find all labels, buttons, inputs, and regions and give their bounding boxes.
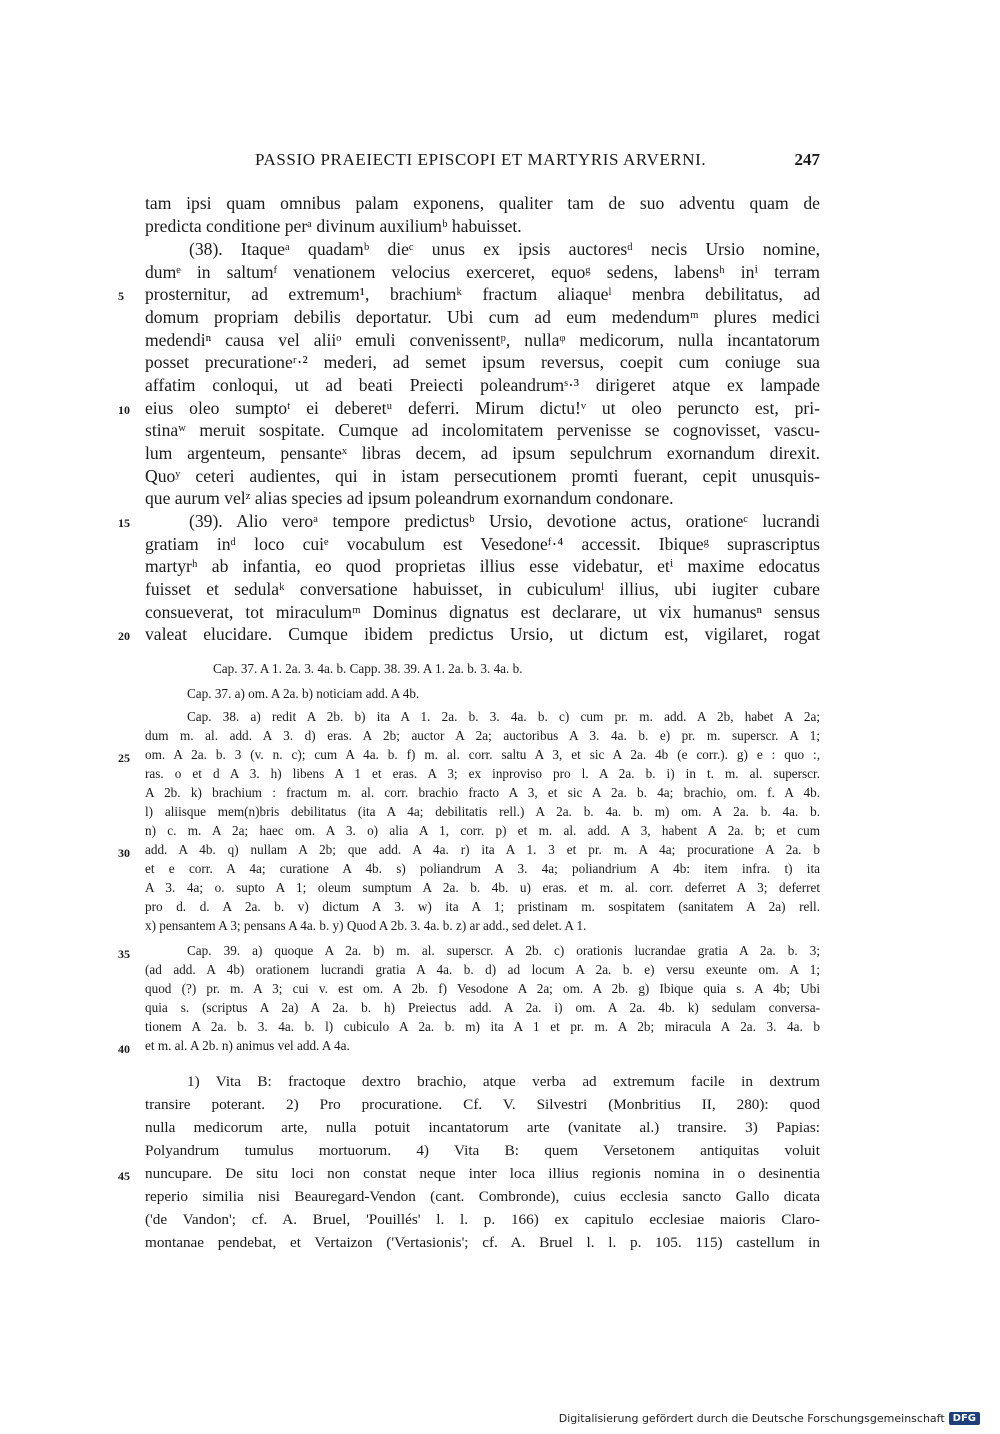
line-number: 20: [118, 629, 130, 643]
apparatus-line: Cap. 38. a) redit A 2b. b) ita A 1. 2a. b. 3. 4a. b. c) cum pr. m. add. A 2b, habet A 2a;: [187, 709, 820, 724]
text-line: eius oleo sumptoᵗ ei deberetᵘ deferri. Mirum dictu!ᵛ ut oleo peruncto est, pri-: [145, 398, 820, 418]
footnote-line: nulla medicorum arte, nulla potuit incantatorum arte (vanitate al.) transire. 3) Papias:: [145, 1119, 820, 1136]
text-line: medendiⁿ causa vel aliiᵒ emuli convenissentᵖ, nullaᵠ medicorum, nulla incantatorum: [145, 330, 820, 350]
apparatus-line: Cap. 39. a) quoque A 2a. b) m. al. superscr. A 2b. c) orationis lucrandae gratia A 2a. b. 3;: [187, 943, 820, 958]
text-line: martyrʰ ab infantia, eo quod proprietas illius esse videbatur, etⁱ maxime edocatus: [145, 556, 820, 576]
apparatus-line: (ad add. A 4b) orationem lucrandi gratia A 4a. b. d) ad locum A 2a. b. e) versu exeunte om. A 1;: [145, 962, 820, 977]
text-line: fuisset et sedulaᵏ conversatione habuisset, in cubiculumˡ illius, ubi iugiter cubare: [145, 579, 820, 599]
digitization-credit: [559, 1412, 980, 1425]
footnote-line: 1) Vita B: fractoque dextro brachio, atque verba ad extremum facile in dextrum: [187, 1073, 820, 1090]
text-line: dumᵉ in saltumᶠ venationem velocius exerceret, equoᵍ sedens, labensʰ inⁱ terram: [145, 262, 820, 282]
text-line: tam ipsi quam omnibus palam exponens, qualiter tam de suo adventu quam de: [145, 193, 820, 213]
apparatus-line: A 3. 4a; o. supto A 1; oleum sumptum A 2a. b. 4b. u) eras. et m. al. corr. deferret A 3; deferret: [145, 880, 820, 895]
apparatus-line: dum m. al. add. A 3. d) eras. A 2b; auctor A 2a; auctoribus A 3. 4a. b. e) pr. m. superscr. A 1;: [145, 728, 820, 743]
apparatus-line: n) c. m. A 2a; haec om. A 3. o) alia A 1, corr. p) et m. al. add. A 3, habent A 2a. b; et cum: [145, 823, 820, 838]
text-line: (39). Alio veroᵃ tempore predictusᵇ Ursio, devotione actus, orationeᶜ lucrandi: [189, 511, 820, 531]
text-line: (38). Itaqueᵃ quadamᵇ dieᶜ unus ex ipsis auctoresᵈ necis Ursio nomine,: [189, 239, 820, 259]
text-line: posset precurationeʳ·² mederi, ad semet ipsum reversus, coepit cum coniuge sua: [145, 352, 820, 372]
line-number: 10: [118, 403, 130, 417]
apparatus-line: om. A 2a. b. 3 (v. n. c); cum A 4a. b. f) m. al. corr. saltu A 3, et sic A 2a. 4b (e corr.). g) e : quo :,: [145, 747, 820, 762]
footnote-line: reperio similia nisi Beauregard-Vendon (cant. Combronde), cuius ecclesia sancto Gallo dicata: [145, 1188, 820, 1205]
apparatus-line: quod (?) pr. m. A 3; cui v. est om. A 2b. f) Vesodone A 2a; om. A 2b. g) Ibique quia s. A 4b; Ubi: [145, 981, 820, 996]
text-line: prosternitur, ad extremum¹, brachiumᵏ fractum aliaqueˡ menbra debilitatus, ad: [145, 284, 820, 304]
text-line: affatim conloqui, ut ad beati Preiecti poleandrumˢ·³ dirigeret atque ex lampade: [145, 375, 820, 395]
running-header: [145, 150, 820, 174]
text-line: lum argenteum, pensanteˣ libras decem, ad ipsum sepulchrum exornandum direxit.: [145, 443, 820, 463]
running-title: PASSIO PRAEIECTI EPISCOPI ET MARTYRIS ARVERNI.: [255, 150, 707, 169]
apparatus-line: Cap. 37. A 1. 2a. 3. 4a. b. Capp. 38. 39. A 1. 2a. b. 3. 4a. b.: [213, 661, 523, 676]
footnote-line: ('de Vandon'; cf. A. Bruel, 'Pouillés' l. l. p. 166) ex capitulo ecclesiae maioris Claro-: [145, 1211, 820, 1228]
line-number: 5: [118, 289, 124, 303]
line-number: 30: [118, 846, 130, 860]
line-number: 40: [118, 1042, 130, 1056]
apparatus-line: add. A 4b. q) nullam A 2b; que add. A 4a. r) ita A 1. 3 et pr. m. A 4a; procuratione A 2a. b: [145, 842, 820, 857]
line-number: 25: [118, 751, 130, 765]
apparatus-line: et m. al. A 2b. n) animus vel add. A 4a.: [145, 1038, 350, 1053]
page-number: 247: [794, 150, 820, 169]
line-number: 45: [118, 1169, 130, 1183]
text-line: que aurum velᶻ alias species ad ipsum poleandrum exornandum condonare.: [145, 488, 674, 508]
apparatus-line: A 2b. k) brachium : fractum m. al. corr. brachio fracto A 3, et sic A 2a. b. 4a; brachio, om. f. A 4b.: [145, 785, 820, 800]
text-line: consueverat, tot miraculumᵐ Dominus dignatus est declarare, ut vix humanusⁿ sensus: [145, 602, 820, 622]
apparatus-line: tionem A 2a. b. 3. 4a. b. l) cubiculo A 2a. b. m) ita A 1 et pr. m. A 2b; miracula A 2a. 3. 4a. b: [145, 1019, 820, 1034]
apparatus-line: quia s. (scriptus A 2a) A 2a. b. h) Preiectus add. A 2a. i) om. A 2a. 4b. k) sedulam conversa-: [145, 1000, 820, 1015]
apparatus-line: pro d. d. A 2a. b. v) dictum A 3. w) ita A 1; pristinam m. sospitatem (sanitatem A 2a) rell.: [145, 899, 820, 914]
apparatus-line: x) pensantem A 3; pensans A 4a. b. y) Quod A 2b. 3. 4a. b. z) ar add., sed delet. A 1.: [145, 918, 587, 933]
footnote-line: nuncupare. De situ loci non constat neque inter loca illius regionis nomina in o desinentia: [145, 1165, 820, 1182]
text-line: valeat elucidare. Cumque ibidem predictus Ursio, ut dictum est, vigilaret, rogat: [145, 624, 820, 644]
footnote-line: montanae pendebat, et Vertaizon ('Vertasionis'; cf. A. Bruel l. l. p. 105. 115) castellum in: [145, 1234, 820, 1251]
footnote-line: Polyandrum tumulus mortuorum. 4) Vita B: quem Versetonem antiquitas voluit: [145, 1142, 820, 1159]
text-line: predicta conditione perᵃ divinum auxiliumᵇ habuisset.: [145, 216, 522, 236]
apparatus-line: Cap. 37. a) om. A 2a. b) noticiam add. A 4b.: [187, 686, 420, 701]
text-line: Quoʸ ceteri audientes, qui in istam persecutionem promti fuerant, cepit unusquis-: [145, 466, 820, 486]
text-line: domum propriam debilis deportatur. Ubi cum ad eum medendumᵐ plures medici: [145, 307, 820, 327]
footnote-line: transire poterant. 2) Pro procuratione. Cf. V. Silvestri (Monbritius II, 280): quod: [145, 1096, 820, 1113]
text-line: stinaʷ meruit sospitate. Cumque ad incolomitatem pervenisse se cognovisset, vascu-: [145, 420, 820, 440]
credit-text: Digitalisierung gefördert durch die Deutsche Forschungsgemeinschaft: [558, 1412, 945, 1425]
apparatus-line: ras. o et d A 3. h) libens A 1 et eras. A 3; ex inproviso pro l. A 2a. b. i) in t. m. al. superscr.: [145, 766, 820, 781]
dfg-logo: DFG: [949, 1412, 980, 1425]
line-number: 15: [118, 516, 130, 530]
apparatus-line: et e corr. A 4a; curatione A 4b. s) poliandrum A 3. 4a; poliandrium A 4b: item infra. t) ita: [145, 861, 820, 876]
text-line: gratiam inᵈ loco cuiᵉ vocabulum est Vesedoneᶠ·⁴ accessit. Ibiqueᵍ suprascriptus: [145, 534, 820, 554]
line-number: 35: [118, 947, 130, 961]
apparatus-line: l) aliisque mem(n)bris debilitatus (ita A 4a; debilitatis rell.) A 2a. b. 4a. b. m) om. A 2a. b. 4a. b.: [145, 804, 820, 819]
